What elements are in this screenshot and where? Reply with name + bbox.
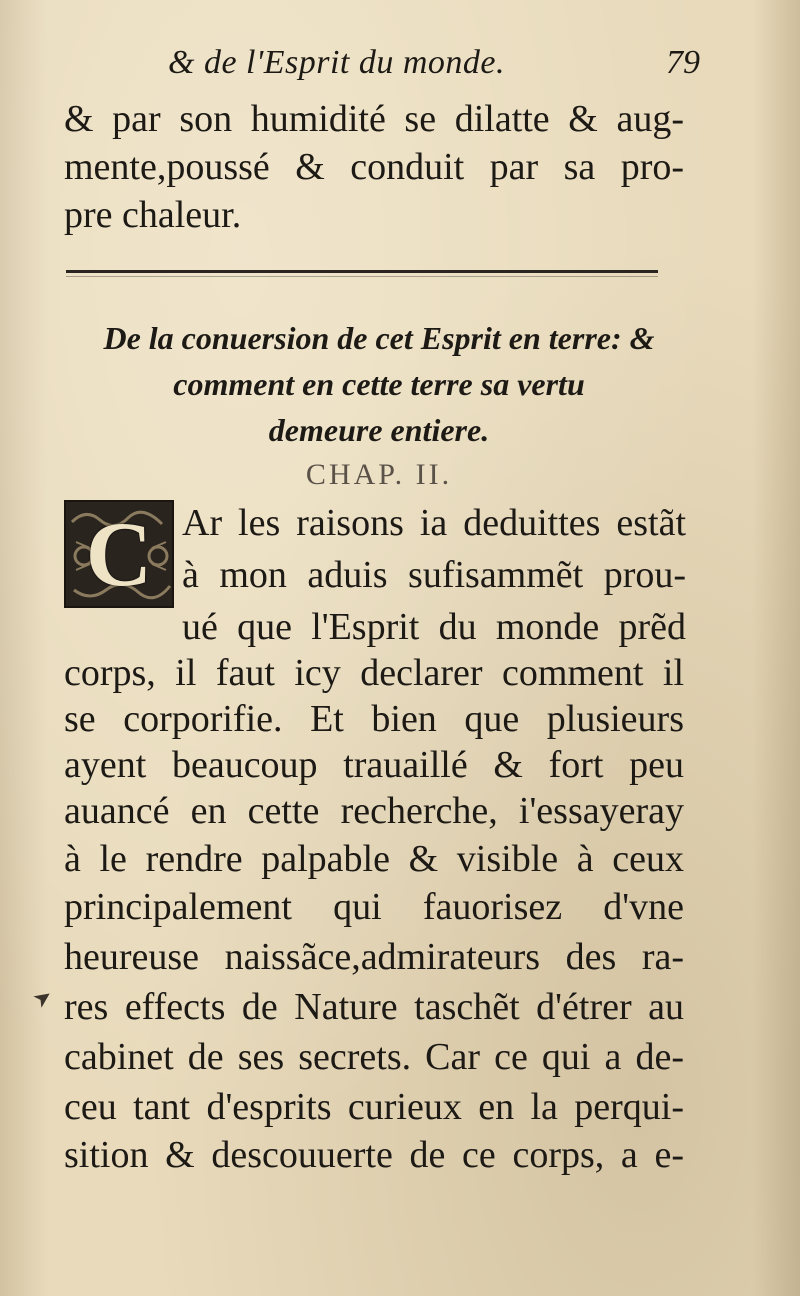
text-line: se corporifie. Et bien que plusieurs — [64, 698, 684, 740]
section-rule — [66, 270, 658, 273]
text-line: ceu tant d'esprits curieux en la perqui- — [64, 1086, 684, 1128]
text-line: pre chaleur. — [64, 194, 242, 236]
section-rule-shadow — [66, 276, 658, 277]
text-line: res effects de Nature taschẽt d'étrer au — [64, 986, 684, 1028]
ornamental-initial — [64, 500, 174, 608]
text-line: auancé en cette recherche, i'essayeray — [64, 790, 684, 832]
chapter-label: CHAP. II. — [305, 458, 453, 491]
text-line: cabinet de ses secrets. Car ce qui a de- — [64, 1036, 684, 1078]
text-line: mente,poussé & conduit par sa pro- — [64, 146, 684, 188]
section-heading-line: comment en cette terre sa vertu — [173, 366, 585, 402]
text-line: ué que l'Esprit du monde prẽd — [182, 606, 686, 648]
text-line: Ar les raisons ia deduittes estãt — [182, 502, 686, 544]
section-heading-line: De la conuersion de cet Esprit en terre: & — [103, 320, 655, 356]
drop-cap-letter: C — [85, 503, 153, 605]
text-line: ayent beaucoup trauaillé & fort peu — [64, 744, 684, 786]
text-line: sition & descouuerte de ce corps, a e- — [64, 1134, 684, 1176]
text-line: & par son humidité se dilatte & aug- — [64, 98, 684, 140]
margin-mark-icon: ➤ — [28, 982, 58, 1015]
text-line: à le rendre palpable & visible à ceux — [64, 838, 684, 880]
running-head — [160, 44, 700, 90]
text-line: corps, il faut icy declarer comment il — [64, 652, 684, 694]
text-line: principalement qui fauorisez d'vne — [64, 886, 684, 928]
running-title: & de l'Esprit du monde. — [168, 44, 506, 81]
text-line: à mon aduis sufisammẽt prou- — [182, 554, 686, 596]
text-line: heureuse naissãce,admirateurs des ra- — [64, 936, 684, 978]
section-heading-line: demeure entiere. — [268, 412, 490, 448]
page-number: 79 — [666, 44, 700, 81]
